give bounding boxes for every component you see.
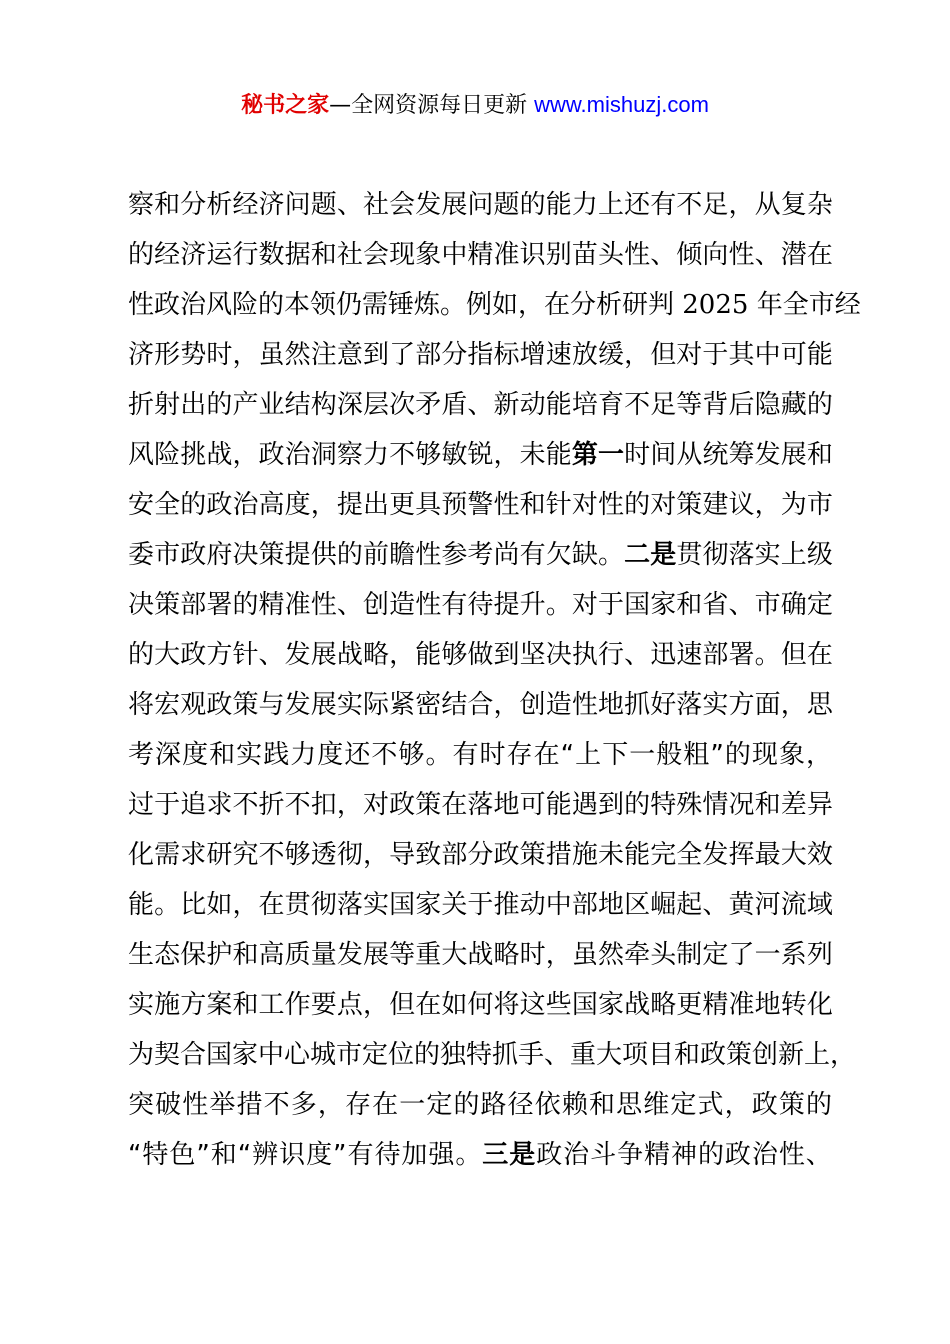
text-segment: 性政治风险的本领仍需锤炼。例如，在分析研判 xyxy=(128,290,683,320)
text-line: 突破性举措不多，存在一定的路径依赖和思维定式，政策的 xyxy=(128,1090,834,1120)
text-line: 为契合国家中心城市定位的独特抓手、重大项目和政策创新上， xyxy=(128,1040,857,1070)
text-line xyxy=(128,1130,833,1180)
text-line: 能。比如，在贯彻落实国家关于推动中部地区崛起、黄河流域 xyxy=(128,890,833,920)
text-segment: 时间从统筹发展和 xyxy=(624,440,833,470)
site-url-link[interactable]: www.mishuzj.com xyxy=(534,92,709,117)
brand-name: 秘书之家 xyxy=(241,93,330,118)
text-segment: 风险挑战，政治洞察力不够敏锐，未能 xyxy=(128,440,572,470)
text-line: 折射出的产业结构深层次矛盾、新动能培育不足等背后隐藏的 xyxy=(128,390,833,420)
text-segment: 委市政府决策提供的前瞻性参考尚有欠缺。 xyxy=(128,540,625,570)
header-tagline: —全网资源每日更新 xyxy=(329,93,528,118)
text-line xyxy=(128,530,833,580)
text-line xyxy=(128,430,833,480)
text-segment: “特色”和“辨识度”有待加强。 xyxy=(128,1140,483,1170)
text-segment: 贯彻落实上级 xyxy=(676,540,833,570)
year-number: 2025 xyxy=(682,290,749,320)
text-line: 实施方案和工作要点，但在如何将这些国家战略更精准地转化 xyxy=(128,990,833,1020)
bold-keyword: 二是 xyxy=(624,540,677,570)
bold-keyword: 三是 xyxy=(482,1140,537,1170)
text-line: 济形势时，虽然注意到了部分指标增速放缓，但对于其中可能 xyxy=(128,340,833,370)
text-line: 决策部署的精准性、创造性有待提升。对于国家和省、市确定 xyxy=(128,590,833,620)
text-line: 安全的政治高度，提出更具预警性和针对性的对策建议，为市 xyxy=(128,490,833,520)
page-header xyxy=(0,88,950,123)
text-line: 的经济运行数据和社会现象中精准识别苗头性、倾向性、潜在 xyxy=(128,240,833,270)
text-segment: 年全市经 xyxy=(748,290,861,320)
text-line: 过于追求不折不扣，对政策在落地可能遇到的特殊情况和差异 xyxy=(128,790,833,820)
text-line xyxy=(128,280,861,330)
text-line: 化需求研究不够透彻，导致部分政策措施未能完全发挥最大效 xyxy=(128,840,833,870)
text-line: 察和分析经济问题、社会发展问题的能力上还有不足，从复杂 xyxy=(128,190,833,220)
text-line: 生态保护和高质量发展等重大战略时，虽然牵头制定了一系列 xyxy=(128,940,833,970)
bold-keyword: 第一 xyxy=(571,440,625,470)
text-line: 的大政方针、发展战略，能够做到坚决执行、迅速部署。但在 xyxy=(128,640,833,670)
text-line: 考深度和实践力度还不够。有时存在“上下一般粗”的现象， xyxy=(128,740,834,770)
text-line: 将宏观政策与发展实际紧密结合，创造性地抓好落实方面，思 xyxy=(128,690,833,720)
text-segment: 政治斗争精神的政治性、 xyxy=(536,1140,833,1170)
